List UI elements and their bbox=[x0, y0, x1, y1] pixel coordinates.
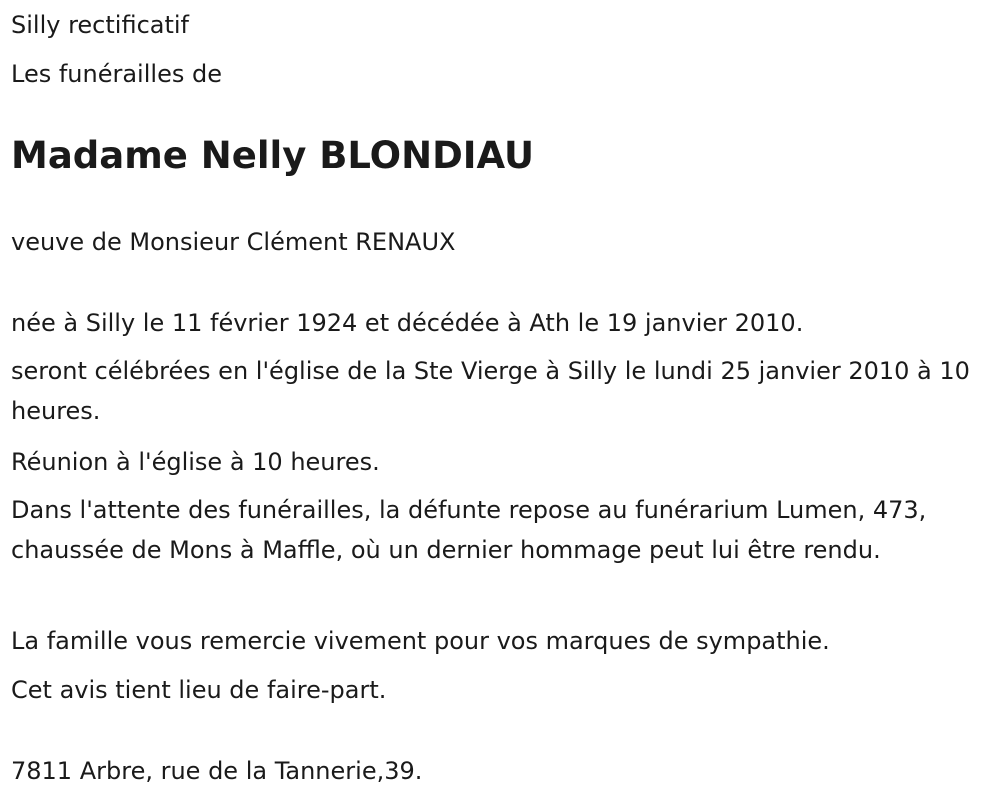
repose-text: Dans l'attente des funérailles, la défunte repose au funérarium Lumen, 473, chaussée de Mons à Maffle, où un dernier hommage peut lui être rendu. bbox=[11, 496, 927, 564]
birth-death-text: née à Silly le 11 février 1924 et décédée à Ath le 19 janvier 2010. bbox=[11, 309, 804, 337]
location-heading: Silly rectificatif bbox=[11, 11, 189, 39]
meeting-text: Réunion à l'église à 10 heures. bbox=[11, 448, 380, 476]
thanks-text: La famille vous remercie vivement pour vos marques de sympathie. bbox=[11, 627, 830, 655]
deceased-name: Madame Nelly BLONDIAU bbox=[11, 134, 535, 177]
ceremony-text: seront célébrées en l'église de la Ste Vierge à Silly le lundi 25 janvier 2010 à 10 heures. bbox=[11, 357, 970, 425]
faire-part-text: Cet avis tient lieu de faire-part. bbox=[11, 676, 387, 704]
intro-text: Les funérailles de bbox=[11, 60, 222, 88]
spouse-text: veuve de Monsieur Clément RENAUX bbox=[11, 228, 456, 256]
address-text: 7811 Arbre, rue de la Tannerie,39. bbox=[11, 757, 423, 785]
